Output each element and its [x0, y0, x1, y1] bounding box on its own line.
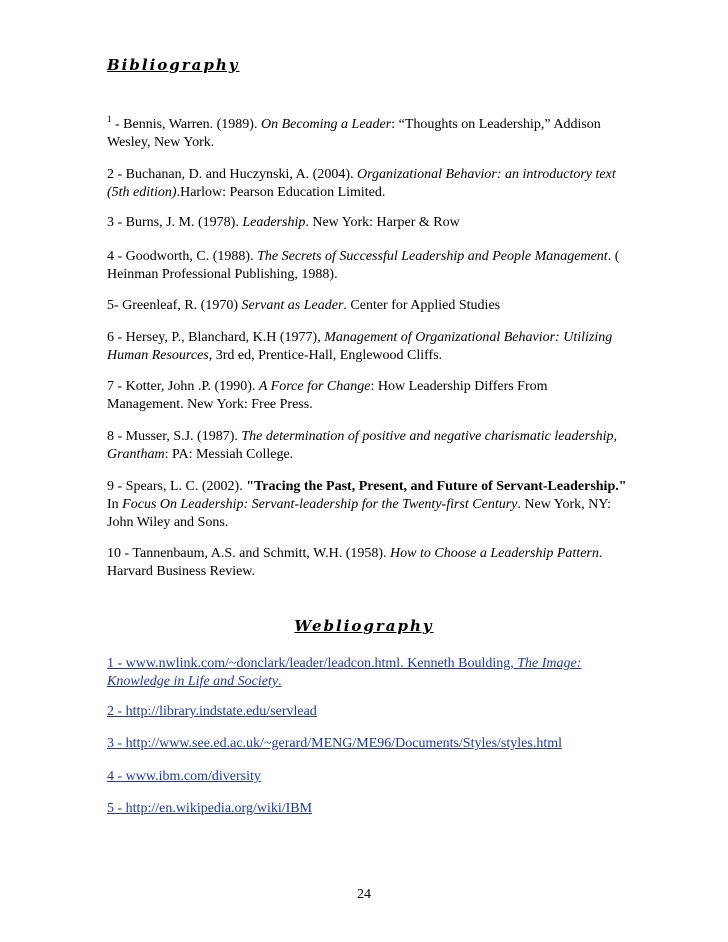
footnote-marker: 1	[107, 114, 112, 124]
bibliography-entry-4: 4 - Goodworth, C. (1988). The Secrets of Successful Leadership and People Management. ( Heinman Professional Publishing, 1988).	[107, 249, 620, 282]
webliography-link-2[interactable]: 2 - http://library.indstate.edu/servlead	[107, 704, 317, 719]
bibliography-entry-3: 3 - Burns, J. M. (1978). Leadership. New York: Harper & Row	[107, 215, 460, 230]
bibliography-heading: Bibliography	[107, 56, 240, 74]
bibliography-entry-7: 7 - Kotter, John .P. (1990). A Force for Change: How Leadership Differs From Management. New York: Free Press.	[107, 379, 548, 412]
webliography-link-3[interactable]: 3 - http://www.see.ed.ac.uk/~gerard/MENG/ME96/Documents/Styles/styles.html	[107, 736, 562, 751]
bibliography-entry-6: 6 - Hersey, P., Blanchard, K.H (1977), Management of Organizational Behavior: Utilizing Human Resources, 3rd ed, Prentice-Hall, Englewood Cliffs.	[107, 330, 613, 363]
bibliography-entry-1: $^1$ - Bennis, Warren. (1989). On Becoming a Leader: “Thoughts on Leadership,” Addison Wesley, New York.	[107, 114, 601, 150]
bibliography-entry-2: 2 - Buchanan, D. and Huczynski, A. (2004). Organizational Behavior: an introductory text (5th edition).Harlow: Pearson Education Limited.	[107, 167, 616, 200]
webliography-link-4[interactable]: 4 - www.ibm.com/diversity	[107, 769, 261, 784]
page-number: 24	[357, 887, 371, 902]
bibliography-entry-8: 8 - Musser, S.J. (1987). The determination of positive and negative charismatic leadership, Grantham: PA: Messiah College.	[107, 429, 617, 462]
webliography-link-1[interactable]: 1 - www.nwlink.com/~donclark/leader/leadcon.html. Kenneth Boulding, The Image: Knowledge in Life and Society.	[107, 656, 582, 689]
webliography-heading: Webliography	[294, 617, 434, 635]
bibliography-entry-10: 10 - Tannenbaum, A.S. and Schmitt, W.H. (1958). How to Choose a Leadership Pattern. Harvard Business Review.	[107, 546, 603, 579]
bibliography-entry-9: 9 - Spears, L. C. (2002). "Tracing the Past, Present, and Future of Servant-Leadership." In Focus On Leadership: Servant-leadership for the Twenty-first Century. New York, NY: John Wiley and Sons.	[107, 479, 627, 530]
bibliography-entry-5: 5- Greenleaf, R. (1970) Servant as Leader. Center for Applied Studies	[107, 298, 501, 313]
webliography-link-5[interactable]: 5 - http://en.wikipedia.org/wiki/IBM	[107, 801, 313, 816]
